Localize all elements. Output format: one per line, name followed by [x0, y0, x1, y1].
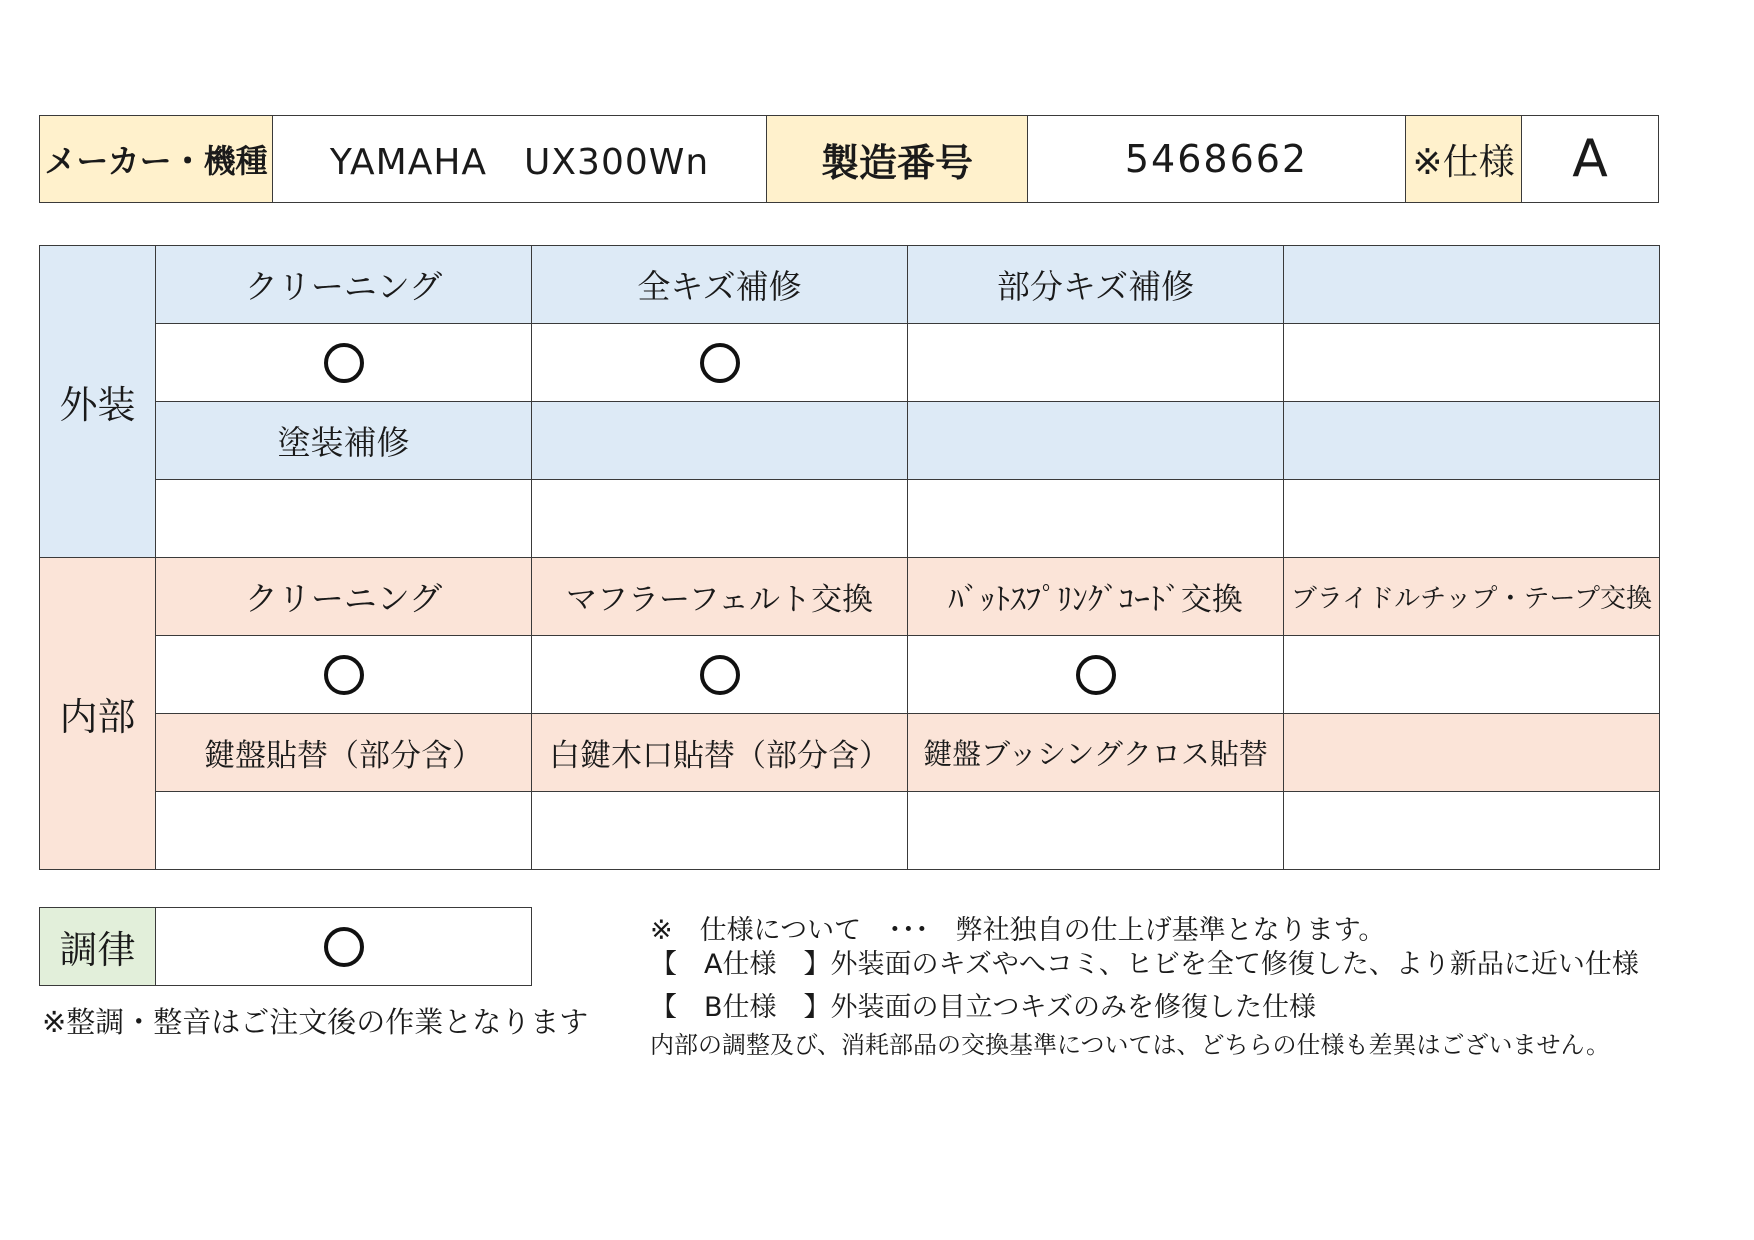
maker-value: YAMAHA UX300Wn [273, 116, 767, 203]
exterior-header-cell [1284, 402, 1660, 480]
header-table [39, 115, 1659, 203]
work-table [39, 245, 1660, 870]
mark-cell [1284, 636, 1660, 714]
interior-section-label: 内部 [40, 558, 156, 870]
mark-cell [1284, 324, 1660, 402]
exterior-section-label: 外装 [40, 246, 156, 558]
circle-mark-icon [700, 343, 740, 383]
exterior-mark-row-1 [40, 324, 1660, 402]
exterior-header-cell [1284, 246, 1660, 324]
mark-cell [156, 324, 532, 402]
exterior-mark-row-2 [40, 480, 1660, 558]
circle-mark-icon [700, 655, 740, 695]
exterior-header-cell: クリーニング [156, 246, 532, 324]
mark-cell [908, 324, 1284, 402]
mark-cell [1284, 480, 1660, 558]
spec-note-line-2: 【 A仕様 】外装面のキズやへコミ、ヒビを全て修復した、より新品に近い仕様 [650, 949, 1639, 980]
circle-mark-icon [324, 927, 364, 967]
exterior-header-cell [532, 402, 908, 480]
exterior-header-cell: 塗装補修 [156, 402, 532, 480]
interior-header-cell: 鍵盤ブッシングクロス貼替 [908, 714, 1284, 792]
exterior-header-row-2 [40, 402, 1660, 480]
interior-header-cell: ﾊﾞｯﾄｽﾌﾟﾘﾝｸﾞｺｰﾄﾞ交換 [908, 558, 1284, 636]
tuning-table [39, 907, 532, 986]
spec-note-line-3: 【 B仕様 】外装面の目立つキズのみを修復した仕様 [650, 992, 1316, 1023]
mark-cell [156, 480, 532, 558]
spec-note-line-4: 内部の調整及び、消耗部品の交換基準については、どちらの仕様も差異はございません。 [650, 1031, 1610, 1059]
mark-cell [532, 480, 908, 558]
circle-mark-icon [324, 343, 364, 383]
spec-label: ※仕様 [1406, 116, 1522, 203]
maker-label: メーカー・機種 [40, 116, 273, 203]
tuning-label: 調律 [40, 908, 156, 986]
tuning-note: ※整調・整音はご注文後の作業となります [42, 1005, 589, 1039]
interior-header-cell: マフラーフェルト交換 [532, 558, 908, 636]
exterior-header-cell: 全キズ補修 [532, 246, 908, 324]
exterior-header-cell [908, 402, 1284, 480]
mark-cell [156, 908, 532, 986]
serial-value: 5468662 [1028, 116, 1406, 203]
mark-cell [532, 324, 908, 402]
mark-cell [908, 636, 1284, 714]
interior-header-row-2 [40, 714, 1660, 792]
spec-value: A [1522, 116, 1659, 203]
mark-cell [908, 792, 1284, 870]
spec-note-line-1: ※ 仕様について ･･･ 弊社独自の仕上げ基準となります。 [650, 915, 1386, 946]
interior-mark-row-2 [40, 792, 1660, 870]
mark-cell [532, 636, 908, 714]
mark-cell [156, 792, 532, 870]
interior-header-cell: 白鍵木口貼替（部分含） [532, 714, 908, 792]
interior-mark-row-1 [40, 636, 1660, 714]
serial-label: 製造番号 [767, 116, 1028, 203]
interior-header-cell: ブライドルチップ・テープ交換 [1284, 558, 1660, 636]
mark-cell [908, 480, 1284, 558]
mark-cell [1284, 792, 1660, 870]
mark-cell [532, 792, 908, 870]
mark-cell [156, 636, 532, 714]
interior-header-cell [1284, 714, 1660, 792]
exterior-header-row-1 [40, 246, 1660, 324]
exterior-header-cell: 部分キズ補修 [908, 246, 1284, 324]
interior-header-row-1 [40, 558, 1660, 636]
interior-header-cell: 鍵盤貼替（部分含） [156, 714, 532, 792]
circle-mark-icon [1076, 655, 1116, 695]
circle-mark-icon [324, 655, 364, 695]
interior-header-cell: クリーニング [156, 558, 532, 636]
